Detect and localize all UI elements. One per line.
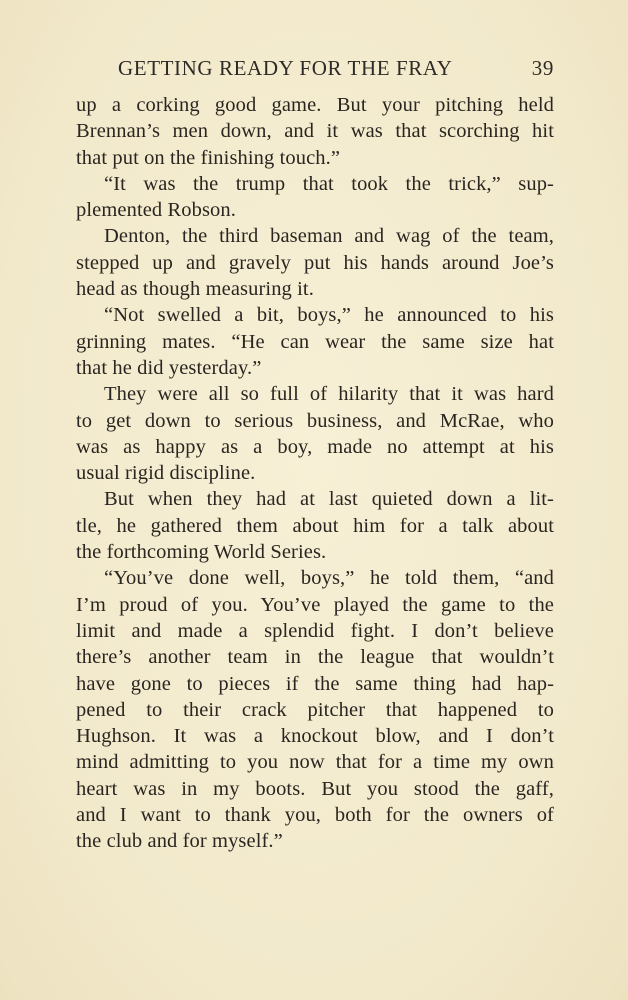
text-line: Hughson. It was a knockout blow, and I don’t	[76, 725, 554, 748]
body-text	[76, 92, 554, 855]
text-line: pened to their crack pitcher that happened to	[76, 698, 554, 721]
text-line: that put on the finishing touch.”	[76, 146, 341, 169]
text-line: But when they had at last quieted down a lit-	[104, 488, 554, 511]
text-line: mind admitting to you now that for a time my own	[76, 751, 554, 774]
text-line: usual rigid discipline.	[76, 462, 256, 485]
text-line: to get down to serious business, and McRae, who	[76, 409, 554, 432]
text-line: I’m proud of you. You’ve played the game to the	[76, 593, 554, 616]
text-line: was as happy as a boy, made no attempt at his	[76, 435, 554, 458]
text-line: the club and for myself.”	[76, 830, 283, 853]
text-line: up a corking good game. But your pitching held	[76, 94, 554, 116]
text-line: that he did yesterday.”	[76, 356, 262, 379]
text-line: limit and made a splendid fight. I don’t believe	[76, 619, 554, 642]
page-number: 39	[531, 56, 554, 80]
text-line: “Not swelled a bit, boys,” he announced to his	[104, 304, 554, 327]
running-head	[118, 56, 554, 84]
text-line: Denton, the third baseman and wag of the team,	[104, 225, 554, 248]
text-line: head as though measuring it.	[76, 278, 314, 301]
text-line: Brennan’s men down, and it was that scorching hit	[76, 120, 554, 143]
text-line: heart was in my boots. But you stood the gaff,	[76, 777, 554, 800]
text-line: tle, he gathered them about him for a talk about	[76, 514, 554, 537]
text-line: grinning mates. “He can wear the same size hat	[76, 330, 554, 353]
text-line: plemented Robson.	[76, 199, 236, 222]
text-line: stepped up and gravely put his hands around Joe’s	[76, 251, 554, 274]
running-head-title: GETTING READY FOR THE FRAY	[118, 56, 453, 80]
text-line: have gone to pieces if the same thing had hap-	[76, 672, 554, 695]
text-line: They were all so full of hilarity that it was hard	[104, 383, 554, 406]
text-line: “It was the trump that took the trick,” sup-	[104, 172, 554, 195]
text-line: “You’ve done well, boys,” he told them, “and	[104, 567, 554, 590]
text-line: there’s another team in the league that wouldn’t	[76, 646, 554, 669]
text-line: the forthcoming World Series.	[76, 541, 327, 564]
text-line: and I want to thank you, both for the owners of	[76, 804, 554, 827]
